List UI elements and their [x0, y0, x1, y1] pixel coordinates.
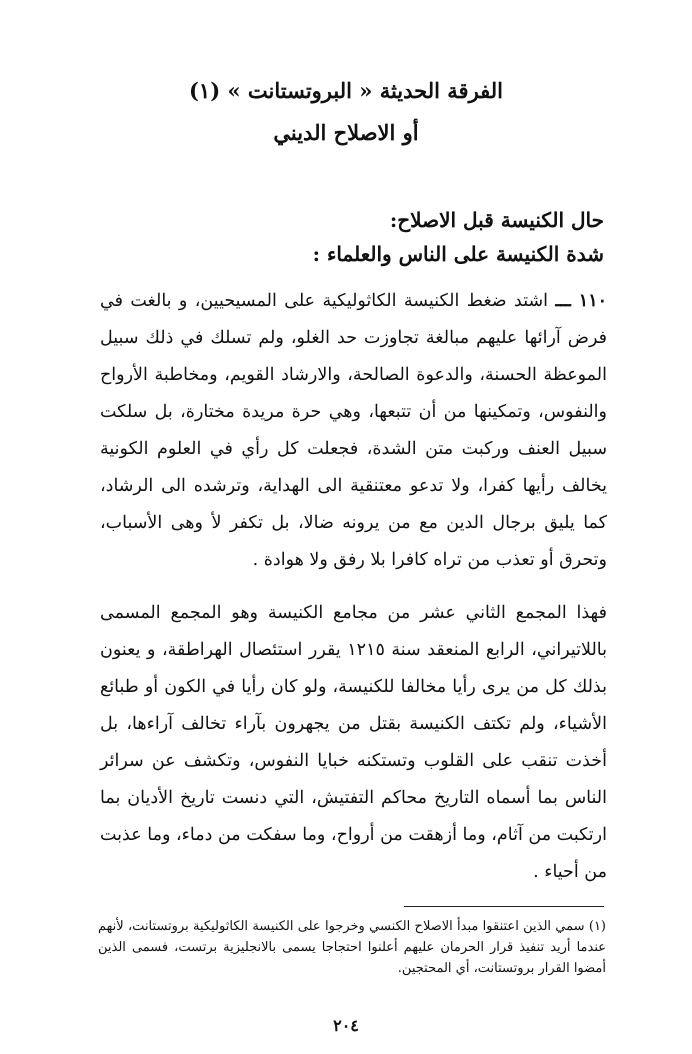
- paragraph-council: فهذا المجمع الثاني عشر من مجامع الكنيسة وهو المجمع المسمى باللاتيراني، الرابع المنعقد سنة ١٢١٥ يقرر استئصال الهراطقة، و يعنون بذلك كل من يرى رأيا مخالفا للكنيسة، ولو كان رأيا في الكون أو طبائع الأشياء، ولم تكتف الكنيسة بقتل من يجهرون بآراء تخالف آراءها، بل أخذت تنقب على القلوب وتستكنه خبايا النفوس، وتكشف عن سرائر الناس بما أسماه التاريخ محاكم التفتيش، التي دنست تاريخ الأديان بما ارتكبت من آثام، وما أزهقت من أرواح، وما سفكت من دماء، وما عذبت من أحياء .: [100, 603, 607, 882]
- subsection-heading: شدة الكنيسة على الناس والعلماء :: [312, 242, 604, 266]
- paragraph-110-text: اشتد ضغط الكنيسة الكاثوليكية على المسيحيين، و بالغت في فرض آرائها عليهم مبالغة تجاوزت حد الغلو، ولم تسلك في ذلك سبيل الموعظة الحسنة، والدعوة الصالحة، والارشاد القويم، ومخاطبة الأرواح والنفوس، وتمكينها من أن تتبعها، وهي حرة مريدة مختارة، بل سلكت سبيل العنف وركبت متن الشدة، فجعلت كل رأي في العلوم الكونية يخالف رأيها كفرا، ولا تدعو معتنقية الى الهداية، وترشده الى الرشاد، كما يليق برجال الدين مع من يرونه ضالا، بل تكفر لأ وهى الأسباب، وتحرق أو تعذب من تراه كافرا بلا رفق ولا هوادة .: [100, 291, 607, 570]
- chapter-subtitle: أو الاصلاح الديني: [273, 120, 419, 145]
- chapter-title: الفرقة الحديثة « البروتستانت » (١): [188, 78, 504, 103]
- footnote: (١) سمي الذين اعتنقوا مبدأ الاصلاح الكنسي وخرجوا على الكنيسة الكاثوليكية بروتستانت، لأنهم عندما أريد تنفيذ قرار الحرمان عليهم أعلنوا احتجاجا يسمى بالانجليزية برتست، فسمى الذين أمضوا القرار بروتستانت، أي المحتجين.: [98, 919, 606, 976]
- page-number: ٢٠٤: [333, 1016, 359, 1035]
- footnote-divider: [404, 906, 604, 907]
- paragraph-number: ١١٠ ـــ: [555, 291, 607, 311]
- section-heading: حال الكنيسة قبل الاصلاح:: [389, 208, 604, 232]
- paragraph-110: [100, 283, 607, 579]
